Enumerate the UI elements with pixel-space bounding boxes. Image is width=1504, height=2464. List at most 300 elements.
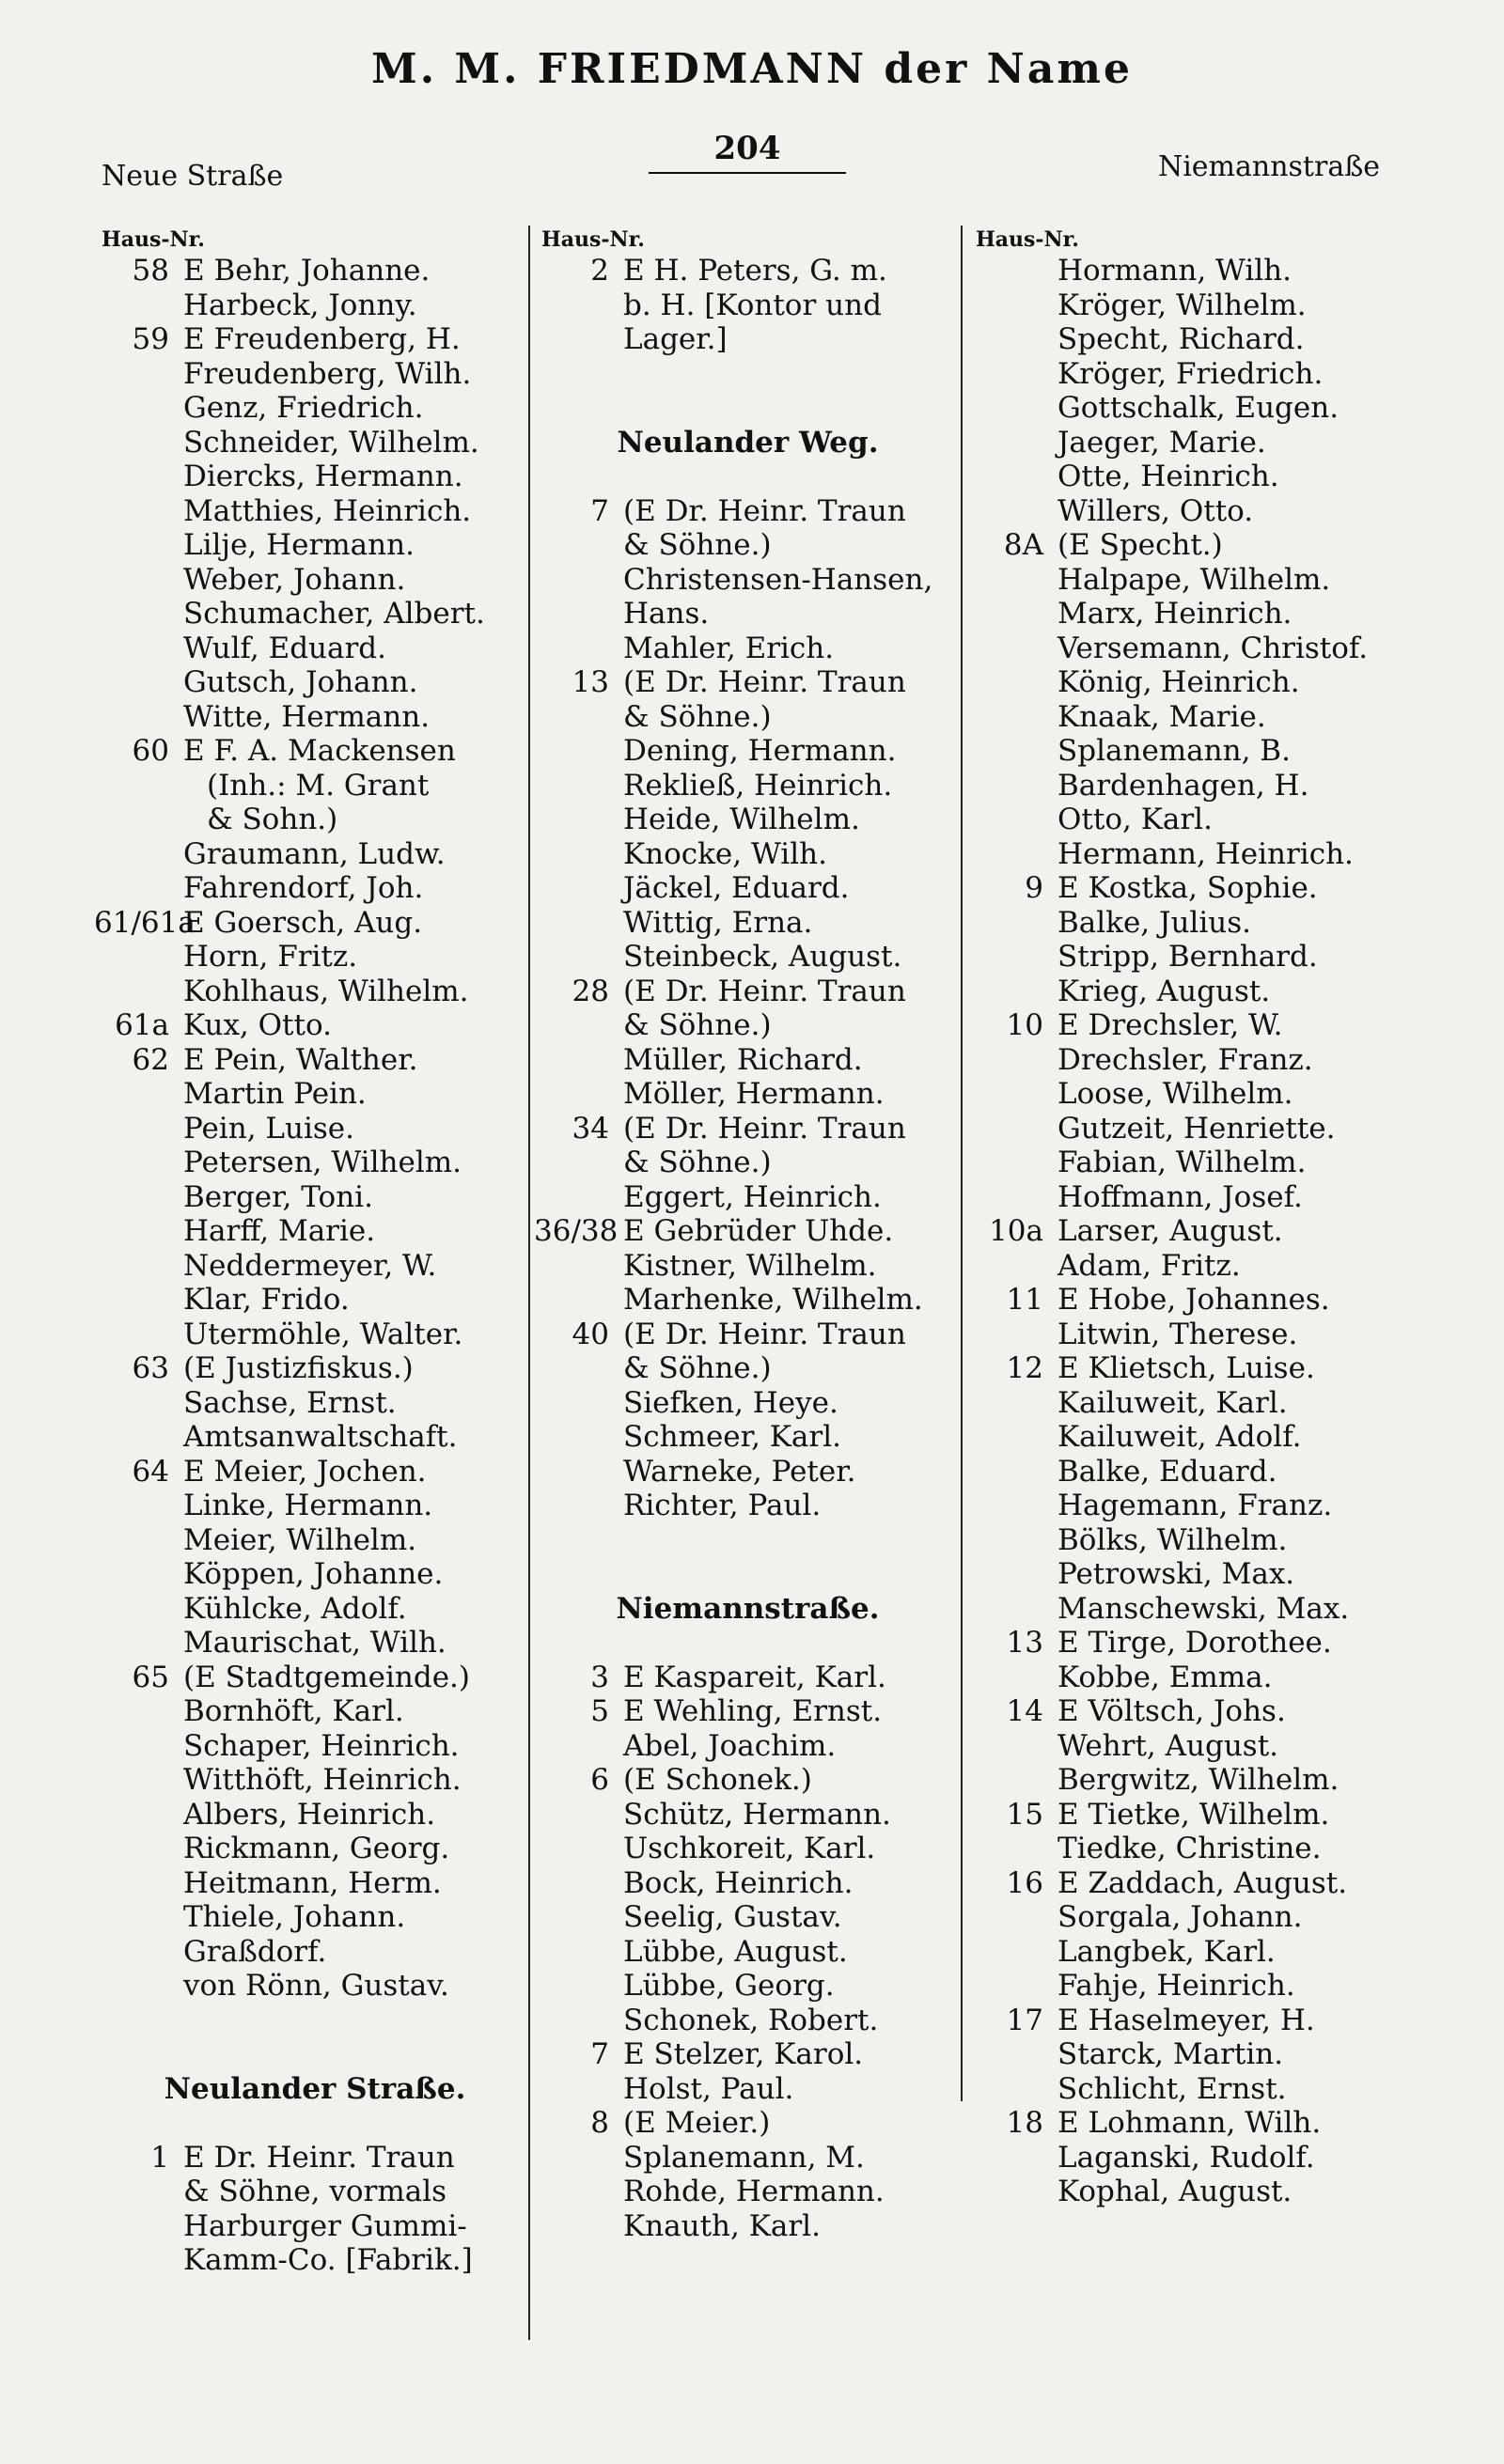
directory-entry: [534, 1077, 962, 1112]
resident-name: & Söhne.): [623, 528, 772, 562]
resident-name: Abel, Joachim.: [623, 1728, 837, 1763]
directory-entry: [94, 1180, 536, 1215]
directory-entry: [94, 1112, 536, 1146]
resident-name: Hormann, Wilh.: [1058, 254, 1292, 288]
resident-name: E Freudenberg, H.: [183, 322, 461, 356]
resident-name: Balke, Julius.: [1058, 905, 1251, 940]
house-number: 65: [132, 1660, 169, 1694]
resident-name: (E Dr. Heinr. Traun: [623, 665, 906, 699]
directory-entry: [534, 940, 962, 975]
resident-name: Kobbe, Emma.: [1058, 1660, 1273, 1694]
directory-entry: [534, 2175, 962, 2209]
directory-entry: [534, 1661, 962, 1695]
directory-entry: [968, 2004, 1408, 2038]
resident-name: Seelig, Gustav.: [623, 1900, 842, 1934]
resident-name: & Söhne.): [623, 1146, 772, 1179]
resident-name: & Söhne.): [623, 699, 772, 734]
resident-name: Harburger Gummi-: [183, 2208, 467, 2243]
resident-name: Holst, Paul.: [623, 2071, 794, 2106]
directory-entry: [534, 769, 962, 803]
resident-name: Witthöft, Heinrich.: [183, 1763, 462, 1797]
street-heading: [534, 426, 962, 460]
house-number-label: Haus-Nr.: [102, 227, 205, 252]
house-number: 2: [590, 254, 609, 288]
resident-name: Martin Pein.: [183, 1077, 367, 1111]
resident-name: Gottschalk, Eugen.: [1058, 391, 1340, 425]
resident-name: Weber, Johann.: [183, 562, 406, 597]
resident-name: Willers, Otto.: [1058, 493, 1254, 528]
directory-entry: [94, 975, 536, 1009]
house-number: 34: [572, 1111, 609, 1146]
resident-name: Meier, Wilhelm.: [183, 1522, 417, 1557]
resident-name: E Hobe, Johannes.: [1058, 1283, 1330, 1317]
house-number: 63: [132, 1351, 169, 1385]
resident-name: Adam, Fritz.: [1058, 1248, 1241, 1283]
resident-name: Hans.: [623, 597, 710, 631]
resident-name: Mahler, Erich.: [623, 631, 835, 665]
resident-name: Steinbeck, August.: [623, 940, 902, 974]
directory-entry: [94, 1386, 536, 1421]
page-number-rule: [649, 172, 846, 174]
directory-entry: [968, 322, 1408, 357]
page-number: 204: [713, 130, 781, 167]
directory-entry: [968, 2141, 1408, 2175]
resident-name: Sorgala, Johann.: [1058, 1900, 1303, 1934]
directory-entry: [534, 2106, 962, 2141]
directory-entry: [94, 940, 536, 975]
directory-entry: [94, 1351, 536, 1386]
resident-name: Kröger, Friedrich.: [1058, 356, 1324, 391]
directory-entry: [94, 1043, 536, 1078]
directory-entry: [968, 1249, 1408, 1284]
resident-name: E Kaspareit, Karl.: [623, 1660, 886, 1694]
resident-name: Dening, Hermann.: [623, 734, 897, 768]
directory-entry: [94, 1626, 536, 1661]
resident-name: Richter, Paul.: [623, 1489, 822, 1522]
spacer: [534, 1523, 962, 1592]
resident-name: Pein, Luise.: [183, 1111, 354, 1146]
directory-entry: [94, 1146, 536, 1180]
house-number: 61a: [115, 1008, 169, 1042]
house-number: 11: [1006, 1283, 1043, 1317]
directory-entry: [94, 426, 536, 460]
house-number: 14: [1006, 1694, 1043, 1728]
directory-entry: [94, 1077, 536, 1112]
directory-entry: [534, 906, 962, 941]
directory-entry: [94, 1763, 536, 1798]
house-number: 7: [590, 2037, 609, 2071]
directory-entry: [968, 563, 1408, 598]
directory-entry: [534, 563, 962, 598]
column-2: [534, 226, 962, 2389]
resident-name: E Dr. Heinr. Traun: [183, 2140, 455, 2175]
resident-name: E Stelzer, Karol.: [623, 2037, 864, 2071]
resident-name: E Pein, Walther.: [183, 1042, 418, 1077]
resident-name: (E Meier.): [623, 2106, 771, 2140]
resident-name: Witte, Hermann.: [183, 699, 431, 734]
column-1: [94, 226, 536, 2389]
directory-entry: [94, 734, 536, 769]
resident-name: von Rönn, Gustav.: [183, 1969, 449, 2003]
resident-name: Möller, Hermann.: [623, 1077, 885, 1111]
resident-name: Köppen, Johanne.: [183, 1557, 444, 1591]
directory-entry: [968, 1214, 1408, 1249]
resident-name: Larser, August.: [1058, 1214, 1283, 1248]
directory-entry: [534, 1318, 962, 1352]
directory-entry: [94, 1420, 536, 1455]
directory-entry: [94, 289, 536, 323]
house-number: 8A: [1003, 528, 1043, 562]
directory-entry: [968, 906, 1408, 941]
resident-name: Hermann, Heinrich.: [1058, 836, 1354, 871]
directory-entry: [968, 734, 1408, 769]
resident-name: Kamm-Co. [Fabrik.]: [183, 2243, 473, 2277]
header-street-left: Neue Straße: [102, 160, 284, 193]
resident-name: Matthies, Heinrich.: [183, 493, 472, 528]
resident-name: Schneider, Wilhelm.: [183, 425, 479, 460]
resident-name: Maurischat, Wilh.: [183, 1626, 446, 1660]
resident-name: (E Dr. Heinr. Traun: [623, 1317, 906, 1351]
resident-name: Müller, Richard.: [623, 1042, 863, 1077]
directory-entry: [968, 940, 1408, 975]
directory-entry: [534, 1832, 962, 1866]
resident-name: Versemann, Christof.: [1058, 631, 1369, 665]
directory-entry: [968, 357, 1408, 392]
directory-entry: [94, 1557, 536, 1592]
directory-entry: [968, 871, 1408, 906]
directory-entry: [94, 632, 536, 666]
resident-name: Rekließ, Heinrich.: [623, 768, 893, 803]
resident-name: E Lohmann, Wilh.: [1058, 2106, 1322, 2140]
directory-entry: [534, 2004, 962, 2038]
resident-name: (E Stadtgemeinde.): [183, 1660, 471, 1694]
resident-name: (Inh.: M. Grant: [207, 768, 430, 803]
directory-entry: [968, 1077, 1408, 1112]
house-number: 59: [132, 322, 169, 356]
house-number: 16: [1006, 1865, 1043, 1900]
directory-entry: [94, 1008, 536, 1043]
house-number: 58: [132, 254, 169, 288]
resident-name: Klar, Frido.: [183, 1283, 350, 1317]
resident-name: & Söhne, vormals: [183, 2175, 447, 2208]
resident-name: Kistner, Wilhelm.: [623, 1248, 877, 1283]
resident-name: (E Specht.): [1058, 528, 1223, 562]
directory-entry: [968, 1351, 1408, 1386]
resident-name: (E Dr. Heinr. Traun: [623, 974, 906, 1008]
directory-entry: [94, 1969, 536, 2004]
directory-entry: [534, 871, 962, 906]
resident-name: Wittig, Erna.: [623, 905, 813, 940]
resident-name: Kühlcke, Adolf.: [183, 1591, 407, 1626]
resident-name: Balke, Eduard.: [1058, 1454, 1277, 1489]
resident-name: (E Dr. Heinr. Traun: [623, 1111, 906, 1146]
directory-entry: [534, 2072, 962, 2107]
directory-entry: [968, 1866, 1408, 1901]
directory-entry: [968, 460, 1408, 494]
resident-name: Marhenke, Wilhelm.: [623, 1283, 923, 1317]
resident-name: Genz, Friedrich.: [183, 391, 424, 425]
directory-entry: [94, 1489, 536, 1523]
resident-name: & Sohn.): [207, 803, 338, 836]
resident-name: E Haselmeyer, H.: [1058, 2003, 1315, 2037]
resident-name: E Tirge, Dorothee.: [1058, 1626, 1332, 1660]
resident-name: Stripp, Bernhard.: [1058, 940, 1318, 974]
directory-entry: [534, 1798, 962, 1832]
directory-entry: [968, 426, 1408, 460]
resident-name: E Goersch, Aug.: [183, 905, 423, 940]
resident-name: Otte, Heinrich.: [1058, 460, 1279, 493]
house-number: 10a: [989, 1214, 1043, 1248]
directory-entry: [534, 1489, 962, 1523]
column-3: [968, 226, 1408, 2389]
directory-entry: [94, 391, 536, 426]
resident-name: Rickmann, Georg.: [183, 1832, 450, 1865]
directory-entry: [94, 837, 536, 872]
directory-entry: [968, 1455, 1408, 1489]
spacer: [534, 460, 962, 494]
resident-name: E Meier, Jochen.: [183, 1454, 427, 1489]
directory-entry: [534, 2209, 962, 2244]
street-heading-text: Neulander Straße.: [164, 2071, 466, 2106]
directory-entry: [968, 2037, 1408, 2072]
resident-name: Linke, Hermann.: [183, 1489, 433, 1522]
directory-entry: [968, 1386, 1408, 1421]
resident-name: Kux, Otto.: [183, 1008, 332, 1042]
house-number: 8: [590, 2106, 609, 2140]
directory-entry: [534, 2141, 962, 2175]
resident-name: Schmeer, Karl.: [623, 1420, 842, 1454]
directory-entry: [534, 665, 962, 700]
resident-name: Manschewski, Max.: [1058, 1591, 1350, 1626]
directory-entry: [968, 1626, 1408, 1661]
directory-entry: [94, 1694, 536, 1729]
directory-entry: [968, 1523, 1408, 1558]
directory-entry: [94, 871, 536, 906]
directory-entry: [94, 1866, 536, 1901]
resident-name: Gutzeit, Henriette.: [1058, 1111, 1336, 1146]
directory-entry: [968, 289, 1408, 323]
directory-entry: [534, 700, 962, 735]
house-number: 36/38: [534, 1214, 619, 1248]
resident-name: Bock, Heinrich.: [623, 1865, 854, 1900]
directory-entry: [534, 1935, 962, 1970]
resident-name: Thiele, Johann.: [183, 1900, 406, 1934]
resident-name: Jaeger, Marie.: [1058, 425, 1266, 460]
house-number: 13: [572, 665, 609, 699]
spacer: [94, 2004, 536, 2072]
resident-name: Lübbe, August.: [623, 1934, 848, 1969]
directory-entry: [534, 1694, 962, 1729]
directory-entry: [94, 460, 536, 494]
resident-name: Splanemann, M.: [623, 2140, 865, 2175]
directory-entry: [968, 2175, 1408, 2209]
house-number: 6: [590, 1763, 609, 1797]
directory-entry: [94, 1832, 536, 1866]
resident-name: Drechsler, Franz.: [1058, 1042, 1313, 1077]
resident-name: E F. A. Mackensen: [183, 734, 456, 768]
resident-name: (E Justizfiskus.): [183, 1351, 414, 1385]
directory-entry: [534, 597, 962, 632]
resident-name: Krieg, August.: [1058, 974, 1271, 1008]
house-number-label: Haus-Nr.: [541, 227, 645, 252]
directory-entry: [968, 1180, 1408, 1215]
directory-entry: [94, 906, 536, 941]
directory-entry: [94, 1249, 536, 1284]
directory-entry: [534, 1866, 962, 1901]
resident-name: E Klietsch, Luise.: [1058, 1351, 1315, 1385]
resident-name: Sachse, Ernst.: [183, 1385, 397, 1420]
resident-name: Bergwitz, Wilhelm.: [1058, 1763, 1340, 1797]
resident-name: Kohlhaus, Wilhelm.: [183, 974, 469, 1008]
directory-entry: [968, 1112, 1408, 1146]
directory-entry: [968, 1592, 1408, 1627]
directory-entry: [968, 1557, 1408, 1592]
directory-entry: [94, 357, 536, 392]
directory-entry: [968, 254, 1408, 289]
resident-name: Bardenhagen, H.: [1058, 768, 1309, 803]
directory-entry: [534, 1180, 962, 1215]
resident-name: Fahje, Heinrich.: [1058, 1969, 1295, 2003]
resident-name: Harbeck, Jonny.: [183, 288, 417, 322]
resident-name: Kröger, Wilhelm.: [1058, 288, 1307, 322]
directory-entry: [534, 254, 962, 289]
directory-entry: [534, 2037, 962, 2072]
resident-name: Bornhöft, Karl.: [183, 1694, 404, 1728]
resident-name: Petrowski, Max.: [1058, 1557, 1295, 1591]
resident-name: Kailuweit, Adolf.: [1058, 1420, 1302, 1454]
directory-entry: [94, 2209, 536, 2244]
directory-entry: [94, 1661, 536, 1695]
resident-name: Hagemann, Franz.: [1058, 1489, 1333, 1522]
resident-name: E Tietke, Wilhelm.: [1058, 1797, 1330, 1832]
directory-entry: [534, 289, 962, 323]
directory-entry: [94, 665, 536, 700]
directory-entry: [968, 1969, 1408, 2004]
resident-name: Splanemann, B.: [1058, 734, 1291, 768]
resident-name: Heitmann, Herm.: [183, 1865, 442, 1900]
resident-name: Knocke, Wilh.: [623, 836, 827, 871]
resident-name: Harff, Marie.: [183, 1214, 376, 1248]
street-heading-text: Neulander Weg.: [617, 425, 879, 460]
directory-entry: [534, 975, 962, 1009]
directory-entry: [968, 1489, 1408, 1523]
directory-entry: [534, 1969, 962, 2004]
resident-name: & Söhne.): [623, 1351, 772, 1385]
house-number: 60: [132, 734, 169, 768]
house-number: 1: [150, 2140, 169, 2175]
resident-name: E Zaddach, August.: [1058, 1865, 1348, 1900]
street-heading: [94, 2072, 536, 2107]
directory-entry: [534, 1729, 962, 1764]
resident-name: König, Heinrich.: [1058, 665, 1300, 699]
resident-name: Fabian, Wilhelm.: [1058, 1146, 1307, 1179]
resident-name: Bölks, Wilhelm.: [1058, 1522, 1288, 1557]
directory-entry: [534, 803, 962, 837]
directory-entry: [968, 528, 1408, 563]
house-number: 18: [1006, 2106, 1043, 2140]
resident-name: Lager.]: [623, 322, 728, 356]
directory-entry: [534, 734, 962, 769]
resident-name: Eggert, Heinrich.: [623, 1179, 882, 1214]
directory-entry: [968, 1661, 1408, 1695]
directory-entry: [94, 2175, 536, 2209]
house-number: 17: [1006, 2003, 1043, 2037]
resident-name: Litwin, Therese.: [1058, 1317, 1298, 1351]
resident-name: Freudenberg, Wilh.: [183, 356, 472, 391]
resident-name: Starck, Martin.: [1058, 2037, 1284, 2071]
resident-name: Berger, Toni.: [183, 1179, 373, 1214]
directory-entry: [94, 528, 536, 563]
resident-name: Heide, Wilhelm.: [623, 803, 860, 836]
resident-name: Horn, Fritz.: [183, 940, 358, 974]
directory-entry: [968, 769, 1408, 803]
resident-name: Amtsanwaltschaft.: [183, 1420, 458, 1454]
directory-entry: [534, 1008, 962, 1043]
resident-name: Lübbe, Georg.: [623, 1969, 835, 2003]
directory-entry: [94, 1729, 536, 1764]
directory-entry: [968, 1008, 1408, 1043]
resident-name: E Kostka, Sophie.: [1058, 871, 1318, 905]
resident-name: Neddermeyer, W.: [183, 1248, 437, 1283]
house-number: 9: [1025, 871, 1043, 905]
directory-entry: [534, 1351, 962, 1386]
directory-entry: [968, 803, 1408, 837]
resident-name: (E Schonek.): [623, 1763, 812, 1797]
resident-name: Loose, Wilhelm.: [1058, 1077, 1293, 1111]
house-number: 40: [572, 1317, 609, 1351]
directory-entry: [968, 665, 1408, 700]
spacer: [534, 1626, 962, 1661]
street-heading: [534, 1592, 962, 1627]
directory-entry: [94, 1798, 536, 1832]
directory-entry: [534, 1283, 962, 1318]
directory-entry: [968, 837, 1408, 872]
directory-entry: [94, 803, 536, 837]
directory-entry: [94, 769, 536, 803]
directory-entry: [534, 1043, 962, 1078]
directory-entry: [534, 528, 962, 563]
resident-name: E Drechsler, W.: [1058, 1008, 1283, 1042]
directory-entry: [94, 1900, 536, 1935]
resident-name: Tiedke, Christine.: [1058, 1832, 1322, 1865]
directory-entry: [968, 1763, 1408, 1798]
house-number: 13: [1006, 1626, 1043, 1660]
resident-name: Diercks, Hermann.: [183, 460, 463, 493]
directory-entry: [968, 975, 1408, 1009]
directory-entry: [534, 494, 962, 529]
resident-name: Albers, Heinrich.: [183, 1797, 436, 1832]
house-number: 15: [1006, 1797, 1043, 1832]
resident-name: Kailuweit, Karl.: [1058, 1385, 1288, 1420]
house-number: 64: [132, 1454, 169, 1489]
header-street-right: Niemannstraße: [1157, 150, 1380, 183]
directory-entry: [534, 1763, 962, 1798]
resident-name: Specht, Richard.: [1058, 322, 1305, 356]
resident-name: Fahrendorf, Joh.: [183, 871, 424, 905]
directory-entry: [968, 1832, 1408, 1866]
directory-entry: [94, 563, 536, 598]
directory-entry: [968, 597, 1408, 632]
directory-entry: [534, 1420, 962, 1455]
directory-entry: [968, 700, 1408, 735]
directory-entry: [94, 494, 536, 529]
directory-entry: [534, 1112, 962, 1146]
spacer: [94, 2106, 536, 2141]
directory-entry: [534, 1146, 962, 1180]
directory-entry: [94, 2243, 536, 2278]
resident-name: Warneke, Peter.: [623, 1454, 856, 1489]
directory-entry: [94, 1318, 536, 1352]
